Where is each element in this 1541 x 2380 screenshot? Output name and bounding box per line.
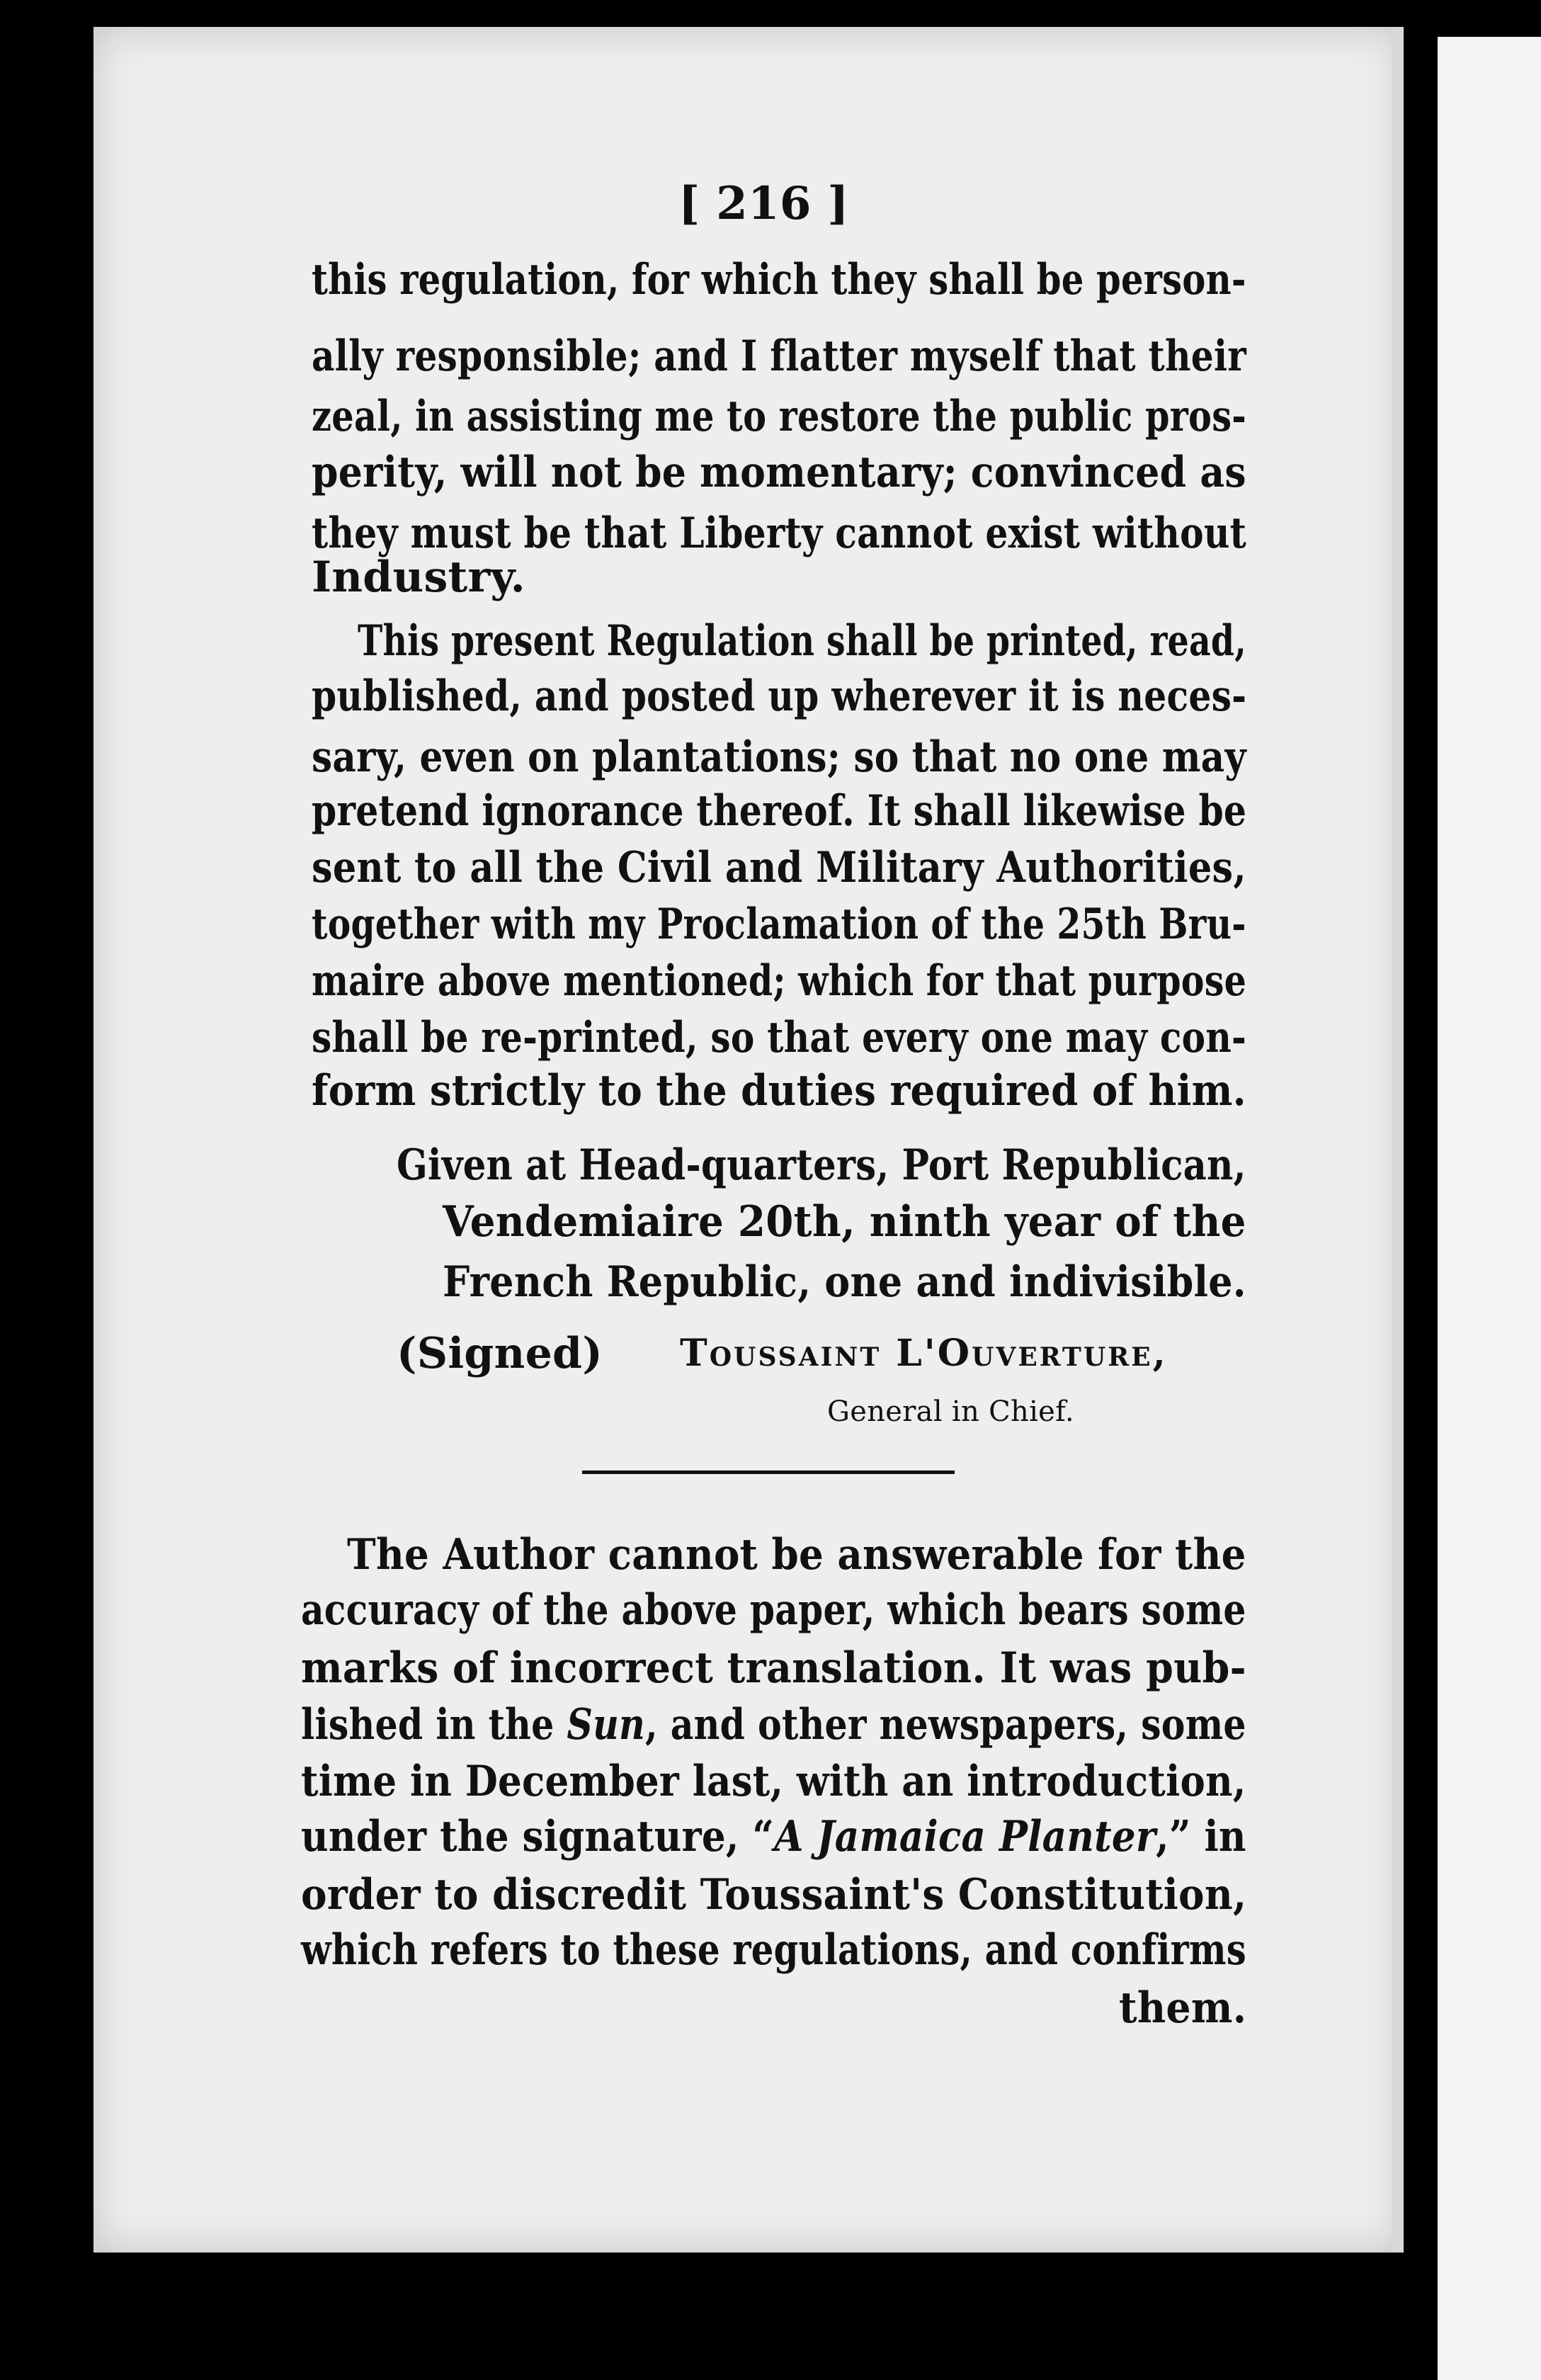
- clause-line-6: together with my Proclamation of the 25th Bru-: [312, 900, 1246, 949]
- signatory-name: Toussaint L'Ouverture,: [680, 1332, 1168, 1375]
- signatory-title: General in Chief.: [827, 1395, 1074, 1428]
- clause-line-5: sent to all the Civil and Military Authorities,: [312, 843, 1246, 892]
- dateline-line-1: Given at Head-quarters, Port Republican,: [397, 1140, 1246, 1190]
- proclamation-line-2: ally responsible; and I flatter myself that their: [312, 332, 1247, 381]
- clause-line-9: form strictly to the duties required of him.: [312, 1066, 1246, 1116]
- note-line-9: them.: [1119, 1983, 1247, 2033]
- clause-line-7: maire above mentioned; which for that purpose: [312, 956, 1247, 1006]
- facing-page-edge: [1438, 37, 1541, 2380]
- clause-line-3: sary, even on plantations; so that no one may: [312, 732, 1246, 782]
- note-line-2: accuracy of the above paper, which bears some: [301, 1585, 1246, 1635]
- clause-line-8: shall be re-printed, so that every one may con-: [312, 1013, 1247, 1062]
- clause-line-1: This present Regulation shall be printed, read,: [358, 616, 1246, 666]
- proclamation-line-5: they must be that Liberty cannot exist without: [312, 509, 1247, 558]
- dateline-line-3: French Republic, one and indivisible.: [443, 1257, 1246, 1307]
- proclamation-line-1: this regulation, for which they shall be person-: [312, 255, 1246, 305]
- signed-label: (Signed): [397, 1329, 603, 1378]
- page-number: [ 216 ]: [678, 177, 849, 230]
- section-divider: [582, 1470, 955, 1474]
- note-line-7: order to discredit Toussaint's Constitution,: [301, 1870, 1247, 1920]
- note-line-6: under the signature, “A Jamaica Planter,” in: [301, 1812, 1246, 1862]
- clause-line-4: pretend ignorance thereof. It shall likewise be: [312, 786, 1247, 836]
- proclamation-line-4: perity, will not be momentary; convinced as: [312, 448, 1246, 497]
- dateline-line-2: Vendemiaire 20th, ninth year of the: [443, 1197, 1246, 1247]
- note-line-5: time in December last, with an introduction,: [301, 1757, 1246, 1806]
- proclamation-line-6: Industry.: [312, 552, 525, 602]
- note-line-3: marks of incorrect translation. It was pub-: [301, 1643, 1246, 1693]
- note-line-8: which refers to these regulations, and confirms: [301, 1925, 1246, 1975]
- note-line-1: The Author cannot be answerable for the: [347, 1530, 1246, 1580]
- proclamation-line-3: zeal, in assisting me to restore the public pros-: [312, 392, 1247, 441]
- note-line-4: lished in the Sun, and other newspapers, some: [301, 1700, 1246, 1750]
- clause-line-2: published, and posted up wherever it is neces-: [312, 672, 1247, 721]
